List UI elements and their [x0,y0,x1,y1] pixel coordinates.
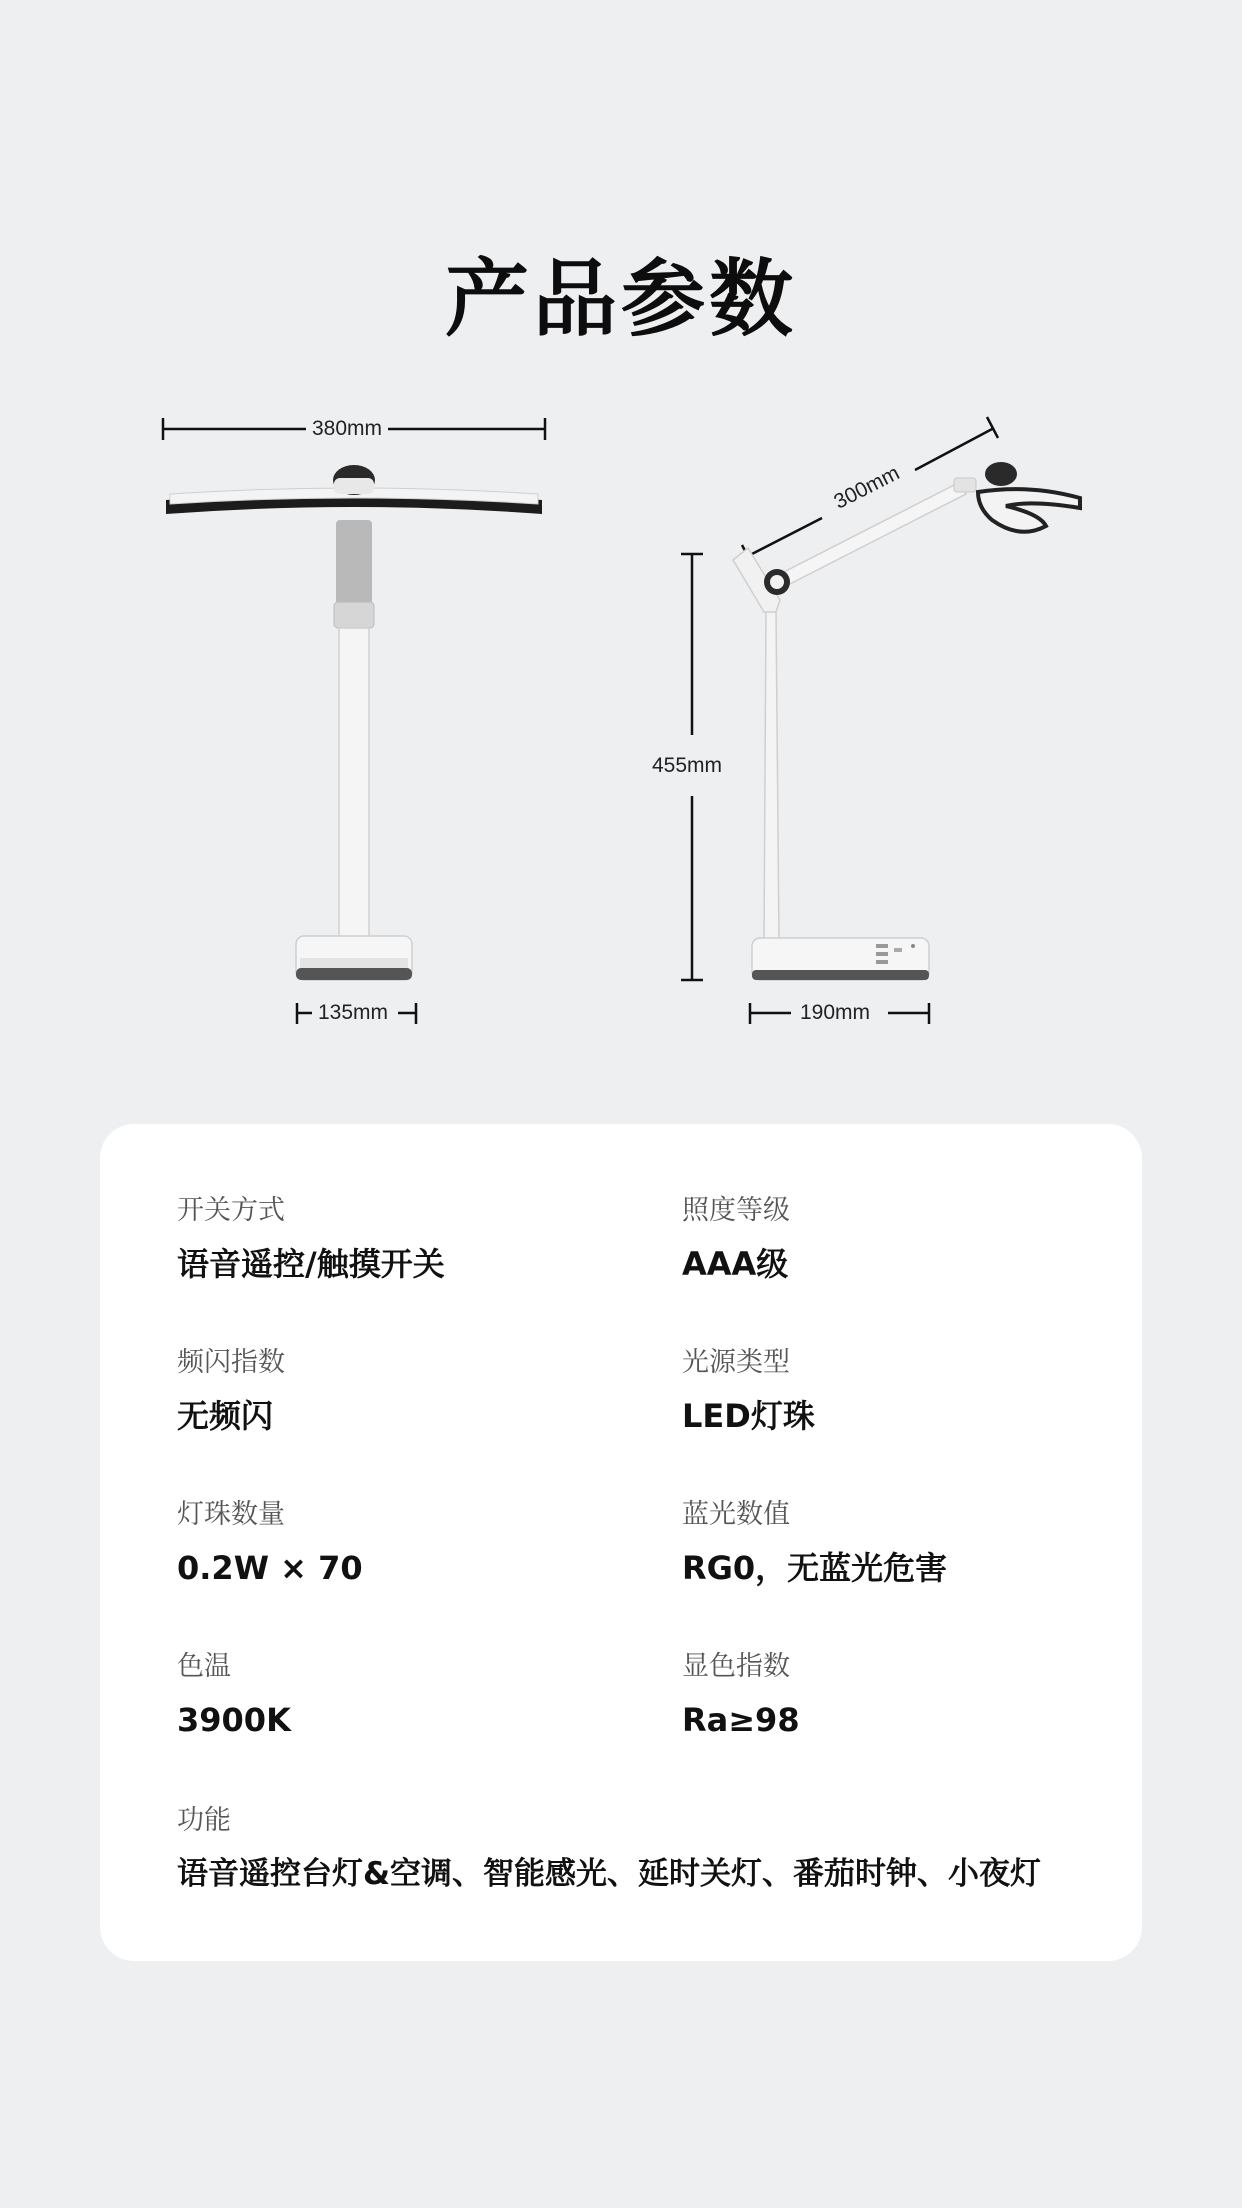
spec-label: 开关方式 [177,1195,285,1226]
side-base-length-label: 190mm [794,1001,876,1025]
spec-flicker-index [177,1346,285,1436]
spec-value: 语音遥控/触摸开关 [177,1245,445,1283]
front-base-depth-label: 135mm [312,1001,394,1025]
spec-color-rendering [682,1650,800,1740]
side-height-label: 455mm [646,754,728,778]
spec-label: 蓝光数值 [682,1499,790,1530]
front-view-lamp [163,418,545,1024]
spec-label: 色温 [177,1651,231,1682]
spec-illuminance-grade [682,1194,790,1284]
spec-value: 3900K [177,1701,291,1739]
spec-card [100,1124,1142,1961]
spec-value: Ra≥98 [682,1701,800,1739]
spec-value: RG0，无蓝光危害 [682,1549,948,1587]
spec-label: 功能 [177,1805,231,1836]
spec-label: 频闪指数 [177,1347,285,1378]
spec-label: 光源类型 [682,1347,790,1378]
spec-functions [177,1804,1041,1894]
spec-value: 语音遥控台灯&空调、智能感光、延时关灯、番茄时钟、小夜灯 [177,1856,1042,1892]
spec-value: 无频闪 [177,1397,274,1435]
spec-color-temperature [177,1650,291,1740]
spec-label: 灯珠数量 [177,1499,285,1530]
spec-label: 显色指数 [682,1651,790,1682]
spec-blue-light [682,1498,947,1588]
spec-bead-count [177,1498,363,1588]
spec-value: AAA级 [682,1245,789,1283]
spec-light-source-type [682,1346,815,1436]
lamp-dimension-diagram [0,0,1242,1080]
side-arm-length-label: 300mm [825,459,909,518]
front-width-label: 380mm [306,417,388,441]
spec-switch-mode [177,1194,445,1284]
side-view-lamp [681,417,1080,1024]
page-title: 产品参数 [444,250,797,348]
spec-label: 照度等级 [682,1195,790,1226]
spec-value: 0.2W × 70 [177,1549,363,1587]
spec-value: LED灯珠 [682,1397,815,1435]
